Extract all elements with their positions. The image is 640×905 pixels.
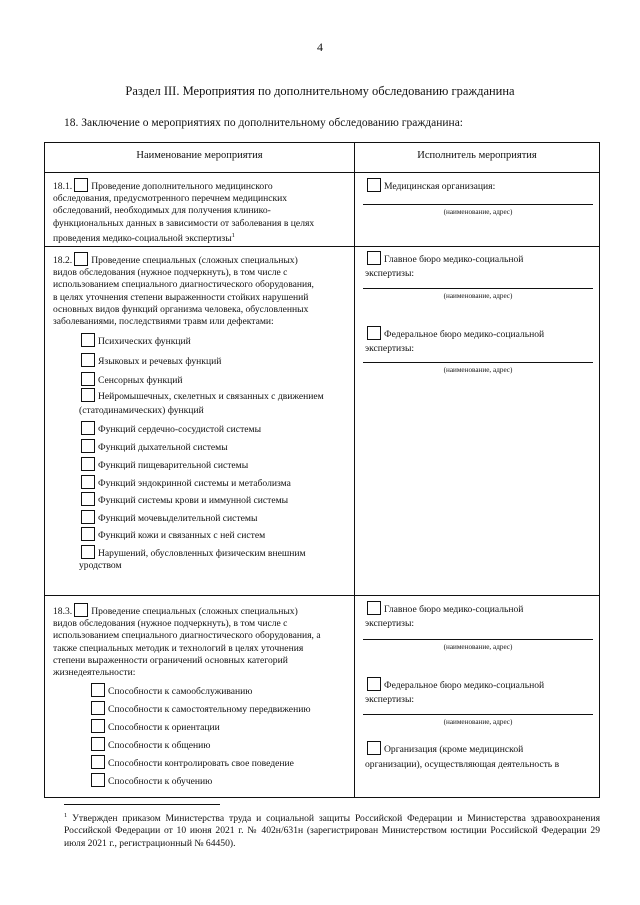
caption-name-address: (наименование, адрес) [443,643,513,651]
option-neuromuscular-functions[interactable] [79,388,324,403]
row-18-3-line: также специальных методик и технологий в целях уточнения [53,642,304,654]
checkbox-main-bureau-2[interactable] [367,601,381,615]
executor-other-org [365,741,595,771]
executor-federal-bureau-2 [365,677,595,706]
row-18-2-line: использованием специального диагностического оборудования, [53,279,314,291]
checkbox[interactable] [81,353,95,367]
option-label: Способности к обучению [108,776,213,787]
row-18-3-line: степени выраженности ограничений основных категорий [53,654,288,666]
option-label: Функций пищеварительной системы [98,460,249,471]
row-18-1-line: функциональных данных в зависимости от заболевания в целях [53,217,315,229]
option-speech-functions[interactable] [79,353,221,368]
checkbox[interactable] [81,333,95,347]
option-label: Способности к общению [108,740,211,751]
footnote [64,810,600,850]
page-number: 4 [317,40,323,54]
checkbox[interactable] [91,737,105,751]
executor-medical-org [365,178,595,193]
executor-label: Организация (кроме медицинской [384,744,524,755]
checkbox[interactable] [81,439,95,453]
option-urinary[interactable] [79,510,257,525]
row-18-1-number: 18.1. [53,181,73,192]
option-label: Способности к самообслуживанию [108,686,253,697]
row-18-2-line: основных видов функций организма человека, обусловленных [53,303,309,315]
executor-label: организации), осуществляющая деятельность в [365,759,560,771]
option-self-care[interactable] [89,683,252,698]
row-18-2-line: Проведение специальных (сложных специальных) [91,255,298,266]
checkbox-main-bureau[interactable] [367,251,381,265]
option-label: Языковых и речевых функций [98,356,222,367]
option-orientation[interactable] [89,719,220,734]
executor-label: экспертизы: [365,343,415,355]
row-18-3-line: видов обследования (нужное подчеркнуть), в том числе с [53,618,288,630]
option-label: Способности к ориентации [108,722,220,733]
checkbox-other-org[interactable] [367,741,381,755]
option-label: Функций дыхательной системы [98,442,228,453]
checkbox[interactable] [81,510,95,524]
checkbox[interactable] [81,492,95,506]
row-18-3-number: 18.3. [53,606,73,617]
row-18-2-text [53,252,349,328]
executor-label: экспертизы: [365,694,415,706]
option-communication[interactable] [89,737,210,752]
footnote-divider [64,804,220,805]
intro-text: 18. Заключение о мероприятиях по дополнительному обследованию гражданина: [64,117,463,129]
option-behavior-control[interactable] [89,755,294,770]
row-18-1-line: Проведение дополнительного медицинского [91,181,273,192]
row-18-3-line: использованием специального диагностического оборудования, а [53,630,321,642]
row-18-1-text [53,178,349,245]
checkbox[interactable] [81,388,95,402]
option-skin[interactable] [79,527,265,542]
option-cardiovascular[interactable] [79,421,261,436]
row-18-2-line: заболеваниями, последствиями травм или дефектами: [53,316,274,328]
row-18-1-line: обследований, необходимых для получения клинико- [53,205,271,217]
executor-label: Медицинская организация: [384,181,496,192]
caption-name-address: (наименование, адрес) [443,208,513,216]
option-mental-functions[interactable] [79,333,191,348]
checkbox-18-2[interactable] [74,252,88,266]
executor-label: Главное бюро медико-социальной [384,254,524,265]
row-18-2-line: видов обследования (нужное подчеркнуть), в том числе с [53,267,288,279]
caption-name-address: (наименование, адрес) [443,366,513,374]
row-18-3-line: жизнедеятельности: [53,667,136,679]
option-neuromuscular-cont: (статодинамических) функций [79,405,204,416]
checkbox[interactable] [81,457,95,471]
section-title: Раздел III. Мероприятия по дополнительному обследованию гражданина [125,84,515,98]
option-label: Функций мочевыделительной системы [98,513,258,524]
checkbox-federal-bureau[interactable] [367,326,381,340]
option-label: Функций системы крови и иммунной системы [98,495,289,506]
executor-main-bureau [365,251,595,280]
executor-label: экспертизы: [365,618,415,630]
option-label: Нарушений, обусловленных физическим внешним [98,548,306,559]
option-endocrine[interactable] [79,475,291,490]
checkbox[interactable] [81,527,95,541]
row-divider [45,595,599,596]
option-mobility[interactable] [89,701,311,716]
option-respiratory[interactable] [79,439,228,454]
checkbox[interactable] [91,719,105,733]
option-label: Функций кожи и связанных с ней систем [98,530,266,541]
caption-name-address: (наименование, адрес) [443,292,513,300]
checkbox[interactable] [81,421,95,435]
executor-label: экспертизы: [365,268,415,280]
executor-label: Федеральное бюро медико-социальной [384,680,545,691]
option-label: Функций сердечно-сосудистой системы [98,424,262,435]
checkbox[interactable] [91,683,105,697]
option-label: Психических функций [98,336,191,347]
checkbox[interactable] [91,755,105,769]
fill-in-line[interactable] [363,204,593,205]
option-label: Способности контролировать свое поведение [108,758,294,769]
col-header-measure: Наименование мероприятия [136,150,263,161]
checkbox[interactable] [91,773,105,787]
fill-in-line[interactable] [363,714,593,715]
footnote-text: Утвержден приказом Министерства труда и социальной защиты Российской Федерации и Министерства здравоохранения Российской Федерации от 10 июня 2021 г. № 402н/631н (зарегистрирован Министерством юстиции Российской Федерации 29 июля 2021 г., регистрационный № 64450). [64,813,600,849]
row-18-2-line: в целях уточнения степени выраженности стойких нарушений [53,291,309,303]
option-label: Функций эндокринной системы и метаболизма [98,478,291,489]
option-label: Способности к самостоятельному передвижению [108,704,311,715]
checkbox-federal-bureau-2[interactable] [367,677,381,691]
option-label: Нейромышечных, скелетных и связанных с движением [98,391,324,402]
option-learning[interactable] [89,773,212,788]
fill-in-line[interactable] [363,639,593,640]
option-physical-deformity[interactable] [79,545,306,560]
checkbox[interactable] [81,475,95,489]
fill-in-line[interactable] [363,362,593,363]
row-18-3-text [53,603,349,679]
measures-table [44,142,600,798]
executor-federal-bureau [365,326,595,355]
option-physical-deformity-cont: уродством [79,560,122,571]
executor-label: Федеральное бюро медико-социальной [384,329,545,340]
checkbox-medical-org[interactable] [367,178,381,192]
footnote-reference: 1 [231,231,235,239]
executor-label: Главное бюро медико-социальной [384,604,524,615]
fill-in-line[interactable] [363,288,593,289]
option-label: Сенсорных функций [98,375,183,386]
checkbox-18-1[interactable] [74,178,88,192]
checkbox[interactable] [81,545,95,559]
checkbox[interactable] [91,701,105,715]
row-18-3-line: Проведение специальных (сложных специальных) [91,606,298,617]
row-18-1-line: обследования, предусмотренного перечнем медицинских [53,193,288,205]
checkbox-18-3[interactable] [74,603,88,617]
option-blood-immune[interactable] [79,492,288,507]
row-divider [45,246,599,247]
row-18-2-number: 18.2. [53,255,73,266]
column-divider [354,143,355,797]
footnote-mark: 1 [64,812,68,819]
row-18-1-line: проведения медико-социальной экспертизы [53,233,232,244]
col-header-executor: Исполнитель мероприятия [417,150,537,161]
checkbox[interactable] [81,372,95,386]
executor-main-bureau-2 [365,601,595,630]
header-divider [45,172,599,173]
option-sensory-functions[interactable] [79,372,183,387]
caption-name-address: (наименование, адрес) [443,718,513,726]
option-digestive[interactable] [79,457,248,472]
